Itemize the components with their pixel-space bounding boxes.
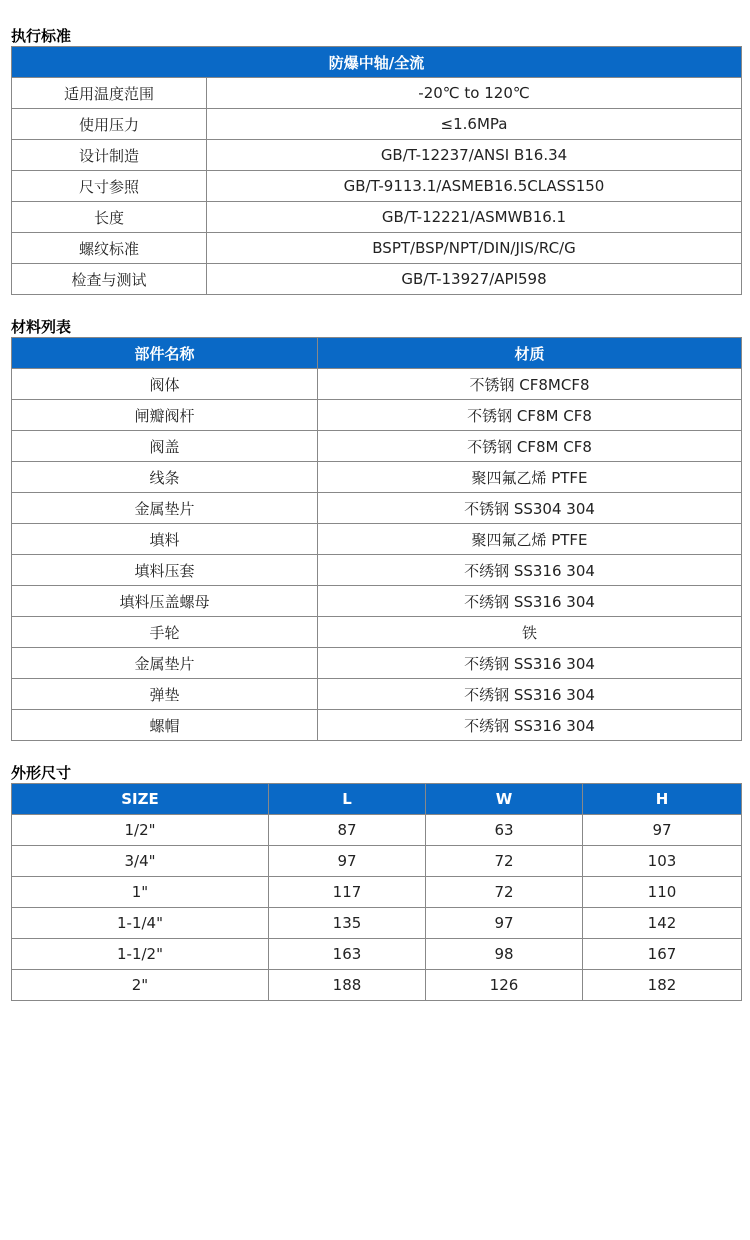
standards-label: 尺寸参照: [12, 171, 207, 202]
dimensions-row: [12, 970, 742, 1001]
standards-row: [12, 171, 742, 202]
dimensions-row: [12, 877, 742, 908]
standards-value: ≤1.6MPa: [207, 109, 742, 140]
material-part-name: 金属垫片: [12, 648, 318, 679]
standards-label: 检查与测试: [12, 264, 207, 295]
dimension-h: 182: [583, 970, 742, 1001]
materials-row: [12, 369, 742, 400]
dimension-size: 1": [12, 877, 269, 908]
materials-row: [12, 431, 742, 462]
standards-value: GB/T-9113.1/ASMEB16.5CLASS150: [207, 171, 742, 202]
dimension-size: 2": [12, 970, 269, 1001]
dimensions-row: [12, 846, 742, 877]
dimension-l: 97: [269, 846, 426, 877]
dimensions-row: [12, 815, 742, 846]
standards-value: GB/T-12221/ASMWB16.1: [207, 202, 742, 233]
dimensions-row: [12, 939, 742, 970]
standards-label: 使用压力: [12, 109, 207, 140]
material-value: 铁: [318, 617, 742, 648]
material-part-name: 闸瓣阀杆: [12, 400, 318, 431]
material-value: 不锈钢 CF8M CF8: [318, 400, 742, 431]
standards-label: 长度: [12, 202, 207, 233]
material-part-name: 螺帽: [12, 710, 318, 741]
standards-header-row: [12, 47, 742, 78]
dimensions-header-w: W: [426, 784, 583, 815]
dimension-h: 167: [583, 939, 742, 970]
materials-header-part: 部件名称: [12, 338, 318, 369]
material-value: 不绣钢 SS316 304: [318, 710, 742, 741]
dimension-size: 1/2": [12, 815, 269, 846]
dimension-h: 103: [583, 846, 742, 877]
material-value: 不绣钢 SS316 304: [318, 586, 742, 617]
material-part-name: 阀体: [12, 369, 318, 400]
standards-value: BSPT/BSP/NPT/DIN/JIS/RC/G: [207, 233, 742, 264]
dimension-h: 97: [583, 815, 742, 846]
materials-header-material: 材质: [318, 338, 742, 369]
dimension-w: 72: [426, 877, 583, 908]
standards-header: 防爆中轴/全流: [12, 47, 742, 78]
material-part-name: 线条: [12, 462, 318, 493]
material-value: 不锈钢 CF8MCF8: [318, 369, 742, 400]
materials-section-title: 材料列表: [11, 318, 72, 336]
dimensions-header-h: H: [583, 784, 742, 815]
standards-row: [12, 264, 742, 295]
standards-row: [12, 109, 742, 140]
dimensions-section-title: 外形尺寸: [11, 764, 72, 782]
materials-row: [12, 617, 742, 648]
standards-row: [12, 78, 742, 109]
dimension-h: 142: [583, 908, 742, 939]
dimension-w: 98: [426, 939, 583, 970]
material-value: 不绣钢 SS316 304: [318, 679, 742, 710]
materials-table: [11, 337, 742, 741]
standards-row: [12, 202, 742, 233]
material-part-name: 阀盖: [12, 431, 318, 462]
material-part-name: 填料: [12, 524, 318, 555]
dimension-l: 117: [269, 877, 426, 908]
dimension-l: 163: [269, 939, 426, 970]
dimension-size: 3/4": [12, 846, 269, 877]
materials-row: [12, 710, 742, 741]
materials-row: [12, 586, 742, 617]
materials-row: [12, 462, 742, 493]
material-part-name: 填料压盖螺母: [12, 586, 318, 617]
dimension-size: 1-1/2": [12, 939, 269, 970]
standards-row: [12, 233, 742, 264]
material-part-name: 弹垫: [12, 679, 318, 710]
dimensions-header-row: [12, 784, 742, 815]
dimensions-header-size: SIZE: [12, 784, 269, 815]
dimensions-row: [12, 908, 742, 939]
standards-section-title: 执行标准: [11, 27, 72, 45]
dimension-h: 110: [583, 877, 742, 908]
material-part-name: 手轮: [12, 617, 318, 648]
dimension-l: 188: [269, 970, 426, 1001]
materials-row: [12, 648, 742, 679]
material-value: 不绣钢 SS316 304: [318, 648, 742, 679]
dimension-l: 87: [269, 815, 426, 846]
materials-header-row: [12, 338, 742, 369]
standards-table: [11, 46, 742, 295]
materials-row: [12, 524, 742, 555]
materials-row: [12, 493, 742, 524]
standards-value: -20℃ to 120℃: [207, 78, 742, 109]
standards-label: 设计制造: [12, 140, 207, 171]
material-value: 不锈钢 CF8M CF8: [318, 431, 742, 462]
material-value: 不锈钢 SS304 304: [318, 493, 742, 524]
dimension-w: 63: [426, 815, 583, 846]
dimension-w: 126: [426, 970, 583, 1001]
dimension-w: 97: [426, 908, 583, 939]
material-value: 聚四氟乙烯 PTFE: [318, 524, 742, 555]
material-value: 不绣钢 SS316 304: [318, 555, 742, 586]
standards-label: 螺纹标准: [12, 233, 207, 264]
dimensions-header-l: L: [269, 784, 426, 815]
materials-row: [12, 400, 742, 431]
standards-row: [12, 140, 742, 171]
material-part-name: 填料压套: [12, 555, 318, 586]
standards-value: GB/T-13927/API598: [207, 264, 742, 295]
dimension-l: 135: [269, 908, 426, 939]
standards-label: 适用温度范围: [12, 78, 207, 109]
dimension-size: 1-1/4": [12, 908, 269, 939]
dimension-w: 72: [426, 846, 583, 877]
materials-row: [12, 679, 742, 710]
standards-value: GB/T-12237/ANSI B16.34: [207, 140, 742, 171]
materials-row: [12, 555, 742, 586]
material-value: 聚四氟乙烯 PTFE: [318, 462, 742, 493]
dimensions-table: [11, 783, 742, 1001]
material-part-name: 金属垫片: [12, 493, 318, 524]
